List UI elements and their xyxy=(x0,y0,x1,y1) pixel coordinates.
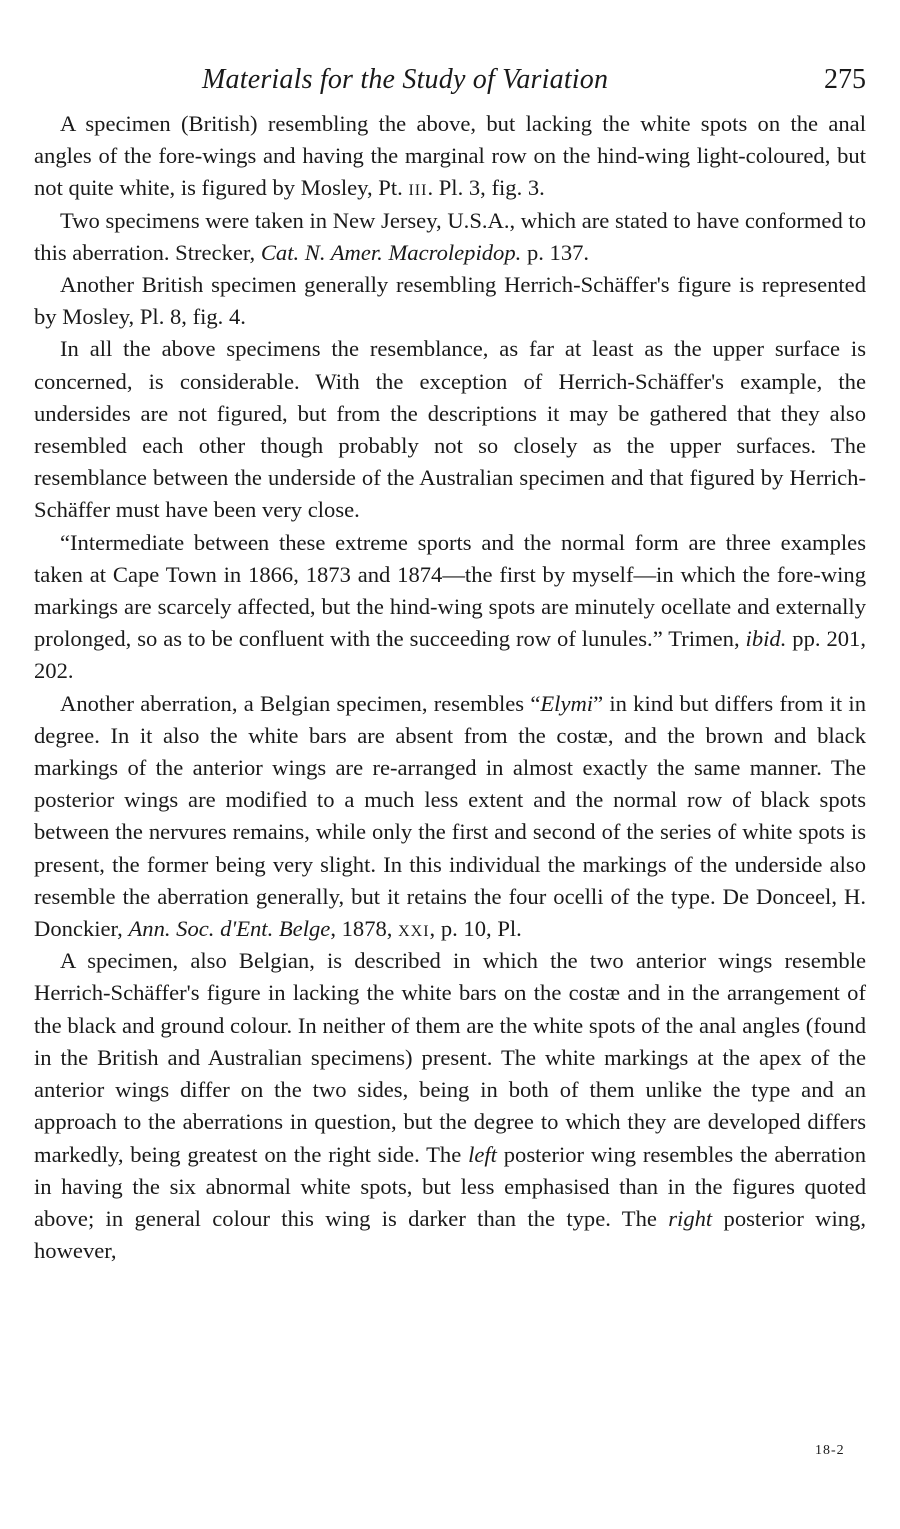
italic-run: Ann. Soc. d'Ent. Belge xyxy=(128,916,331,942)
text-run: posterior wing resembles the aberration in having the six abnormal white spots, but less emphasised than in the figures quoted above; in general colour this wing is darker than the type. The xyxy=(34,1141,867,1231)
body-text xyxy=(34,108,866,1267)
italic-run: Cat. N. Amer. Macrolepidop. xyxy=(260,239,522,265)
text-run: Two specimens were taken in New Jersey, U.S.A., which are stated to have conformed to this aberration. Strecker, xyxy=(34,207,866,265)
paragraph-5 xyxy=(34,527,866,688)
text-run: . Pl. 3, fig. 3. xyxy=(427,175,545,201)
italic-run: right xyxy=(668,1205,713,1231)
text-run: In all the above specimens the resemblance, as far at least as the upper surface is concerned, is considerable. With the exception of Herrich-Schäffer's example, the undersides are not figured, but from the descriptions it may be gathered that they also resembled each other though probably not so closely as the upper surfaces. The resemblance between the underside of the Australian specimen and that figured by Herrich-Schäffer must have been very close. xyxy=(34,336,866,523)
roman-numeral: xxi xyxy=(398,916,430,942)
paragraph-1 xyxy=(34,108,866,205)
roman-numeral: iii xyxy=(408,175,428,201)
text-run: , p. 10, Pl. xyxy=(429,916,522,942)
page-number: 275 xyxy=(824,64,866,95)
text-run: pp. 201, 202. xyxy=(34,626,866,684)
paragraph-2 xyxy=(34,205,866,269)
text-run: , 1878, xyxy=(330,916,399,942)
running-header xyxy=(34,58,866,108)
text-run: Another aberration, a Belgian specimen, resembles “ xyxy=(60,690,541,716)
text-run: “Intermediate between these extreme sports and the normal form are three examples taken at Cape Town in 1866, 1873 and 1874—the first by myself—in which the fore-wing markings are scarcely affected, but the hind-wing spots are minutely ocellate and externally prolonged, so as to be confluent with the succeeding row of lunules.” Trimen, xyxy=(34,529,866,652)
paragraph-3 xyxy=(34,269,866,333)
page xyxy=(34,58,866,1267)
running-title: Materials for the Study of Variation xyxy=(202,64,609,95)
text-run: posterior wing, however, xyxy=(34,1205,866,1264)
italic-run: left xyxy=(468,1141,497,1167)
text-run: p. 137. xyxy=(521,239,590,265)
text-run: A specimen, also Belgian, is described in which the two anterior wings resemble Herrich-Schäffer's figure in lacking the white bars on the costæ and in the arrangement of the black and ground colour. In neither of them are the white spots of the anal angles (found in the British and Australian specimens) present. The white markings at the apex of the anterior wings differ on the two sides, being in both of them unlike the type and an approach to the aberrations in question, but the degree to which they are developed differs markedly, being greatest on the right side. The xyxy=(34,948,866,1167)
paragraph-7 xyxy=(34,945,866,1267)
text-run: A specimen (British) resembling the above, but lacking the white spots on the anal angles of the fore-wings and having the marginal row on the hind-wing light-coloured, but not quite white, is figured by Mosley, Pt. xyxy=(34,111,866,201)
signature-mark: 18-2 xyxy=(815,1443,845,1458)
paragraph-4 xyxy=(34,333,866,526)
paragraph-6 xyxy=(34,688,866,946)
text-run: Another British specimen generally resembling Herrich-Schäffer's figure is represented by Mosley, Pl. 8, fig. 4. xyxy=(34,272,866,330)
italic-run: Elymi xyxy=(540,690,594,716)
italic-run: ibid. xyxy=(745,626,787,652)
text-run: ” in kind but differs from it in degree. In it also the white bars are absent from the costæ, and the brown and black markings of the anterior wings are re-arranged in almost exactly the same manner. The posterior wings are modified to a much less extent and the normal row of black spots between the nervures remains, while only the first and second of the series of white spots is present, the former being very slight. In this individual the markings of the underside also resemble the aberration generally, but it retains the four ocelli of the type. De Donceel, H. Donckier, xyxy=(34,690,866,942)
